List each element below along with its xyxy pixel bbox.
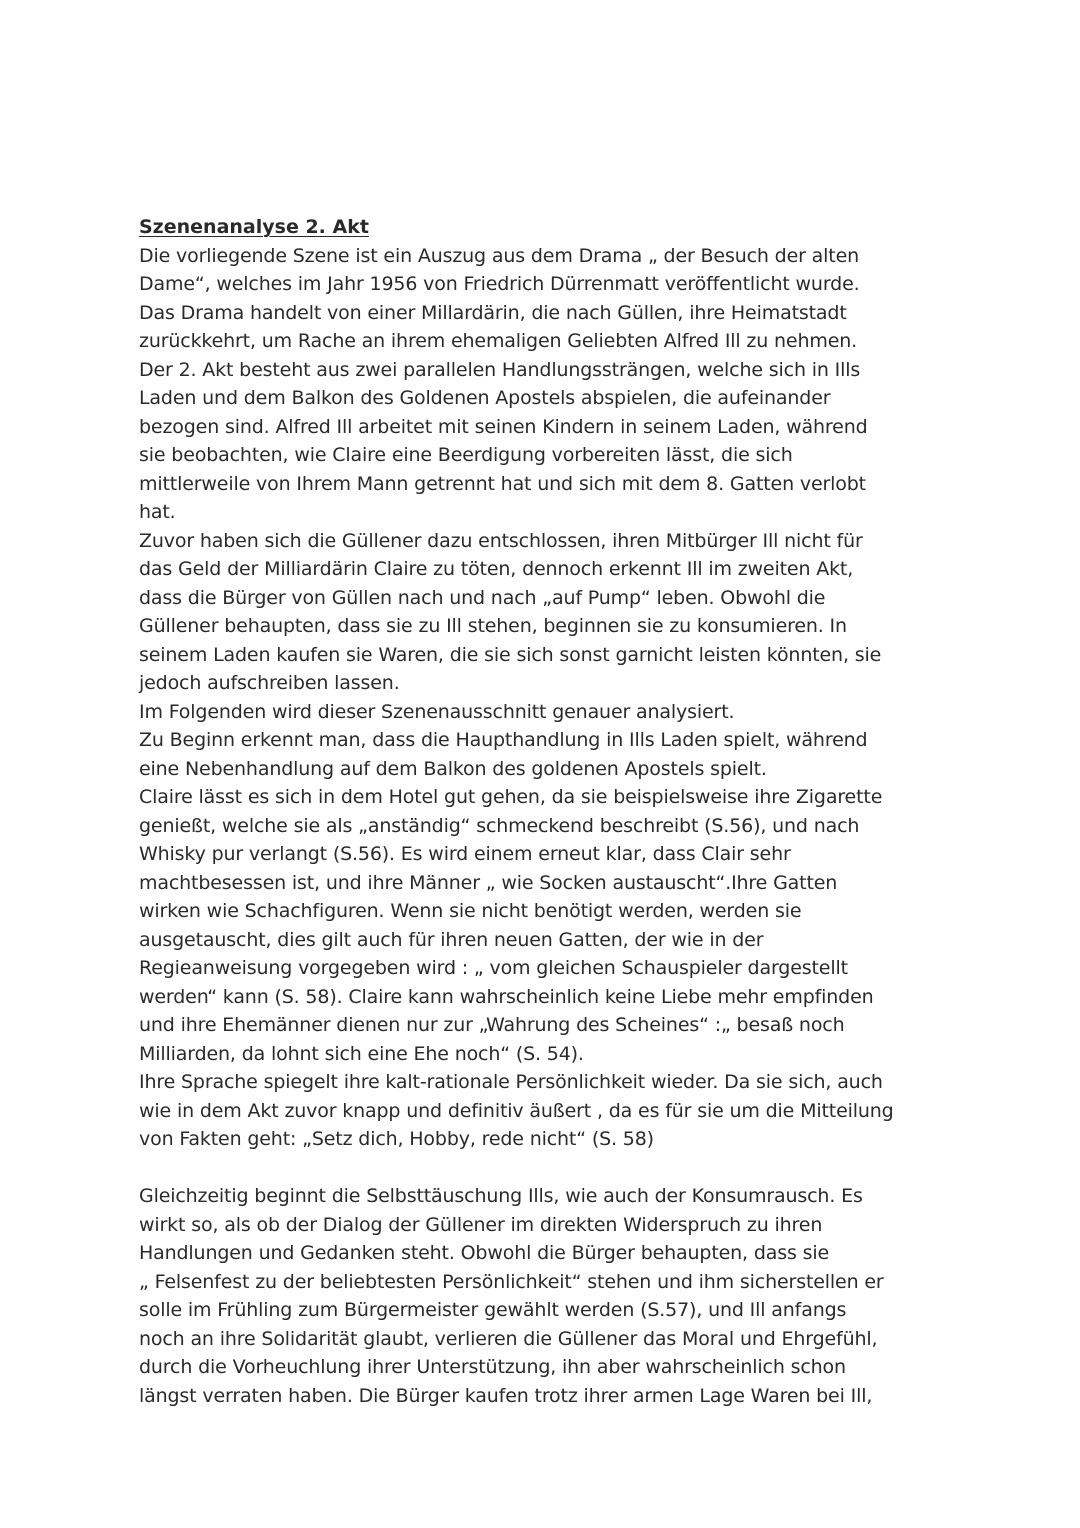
text-line: wirken wie Schachfiguren. Wenn sie nicht benötigt werden, werden sie [139, 900, 802, 922]
text-line: von Fakten geht: „Setz dich, Hobby, rede nicht“ (S. 58) [139, 1128, 654, 1150]
text-line: Die vorliegende Szene ist ein Auszug aus dem Drama „ der Besuch der alten [139, 244, 860, 267]
text-line: und ihre Ehemänner dienen nur zur „Wahrung des Scheines“ :„ besaß noch [139, 1014, 845, 1036]
text-line: Der 2. Akt besteht aus zwei parallelen Handlungssträngen, welche sich in Ills [139, 358, 861, 381]
text-line: durch die Vorheuchlung ihrer Unterstützung, ihn aber wahrscheinlich schon [139, 1356, 846, 1378]
text-line: Im Folgenden wird dieser Szenenausschnitt genauer analysiert. [139, 700, 735, 723]
text-line: ausgetauscht, dies gilt auch für ihren neuen Gatten, der wie in der [139, 928, 764, 951]
text-line: sie beobachten, wie Claire eine Beerdigung vorbereiten lässt, die sich [139, 444, 793, 466]
text-line: genießt, welche sie als „anständig“ schmeckend beschreibt (S.56), und nach [139, 814, 860, 837]
text-line: Claire lässt es sich in dem Hotel gut gehen, da sie beispielsweise ihre Zigarette [139, 786, 883, 808]
text-line: eine Nebenhandlung auf dem Balkon des goldenen Apostels spielt. [139, 757, 767, 780]
text-line: wie in dem Akt zuvor knapp und definitiv äußert , da es für sie um die Mitteilung [139, 1099, 894, 1122]
text-line: bezogen sind. Alfred Ill arbeitet mit seinen Kindern in seinem Laden, während [139, 415, 868, 438]
text-line: machtbesessen ist, und ihre Männer „ wie Socken austauscht“.Ihre Gatten [139, 871, 838, 894]
text-line: Milliarden, da lohnt sich eine Ehe noch“ (S. 54). [139, 1042, 584, 1065]
text-line: Whisky pur verlangt (S.56). Es wird einem erneut klar, dass Clair sehr [139, 843, 791, 865]
document-title: Szenenanalyse 2. Akt [139, 216, 369, 238]
text-line: Laden und dem Balkon des Goldenen Apostels abspielen, die aufeinander [139, 387, 831, 409]
text-line: zurückkehrt, um Rache an ihrem ehemaligen Geliebten Alfred Ill zu nehmen. [139, 330, 858, 352]
blank-line [139, 1154, 959, 1183]
document-page [139, 213, 959, 1410]
document-body [139, 242, 959, 1411]
text-line: hat. [139, 501, 176, 523]
text-line: Zuvor haben sich die Güllener dazu entschlossen, ihren Mitbürger Ill nicht für [139, 529, 863, 552]
text-line: noch an ihre Solidarität glaubt, verlieren die Güllener das Moral und Ehrgefühl, [139, 1327, 878, 1350]
text-line: dass die Bürger von Güllen nach und nach „auf Pump“ leben. Obwohl die [139, 586, 826, 609]
text-line: mittlerweile von Ihrem Mann getrennt hat und sich mit dem 8. Gatten verlobt [139, 472, 866, 495]
text-line: seinem Laden kaufen sie Waren, die sie sich sonst garnicht leisten könnten, sie [139, 643, 882, 666]
text-line: das Geld der Milliardärin Claire zu töten, dennoch erkennt Ill im zweiten Akt, [139, 558, 854, 580]
text-line: Zu Beginn erkennt man, dass die Haupthandlung in Ills Laden spielt, während [139, 729, 868, 751]
text-line: Das Drama handelt von einer Millardärin, die nach Güllen, ihre Heimatstadt [139, 301, 847, 324]
text-line: Gleichzeitig beginnt die Selbsttäuschung Ills, wie auch der Konsumrausch. Es [139, 1185, 863, 1207]
text-line: solle im Frühling zum Bürgermeister gewählt werden (S.57), und Ill anfangs [139, 1299, 847, 1321]
text-line: werden“ kann (S. 58). Claire kann wahrscheinlich keine Liebe mehr empfinden [139, 985, 874, 1008]
text-line: Handlungen und Gedanken steht. Obwohl die Bürger behaupten, dass sie [139, 1242, 830, 1264]
text-line: wirkt so, als ob der Dialog der Güllener im direkten Widerspruch zu ihren [139, 1213, 823, 1236]
text-line: jedoch aufschreiben lassen. [139, 672, 400, 694]
text-line: Ihre Sprache spiegelt ihre kalt-rationale Persönlichkeit wieder. Da sie sich, auch [139, 1071, 883, 1093]
text-line: Güllener behaupten, dass sie zu Ill stehen, beginnen sie zu konsumieren. In [139, 615, 847, 637]
text-line: längst verraten haben. Die Bürger kaufen trotz ihrer armen Lage Waren bei Ill, [139, 1384, 873, 1407]
text-line: Dame“, welches im Jahr 1956 von Friedrich Dürrenmatt veröffentlicht wurde. [139, 273, 860, 295]
text-line: Regieanweisung vorgegeben wird : „ vom gleichen Schauspieler dargestellt [139, 957, 848, 979]
text-line: „ Felsenfest zu der beliebtesten Persönlichkeit“ stehen und ihm sicherstellen er [139, 1270, 884, 1293]
